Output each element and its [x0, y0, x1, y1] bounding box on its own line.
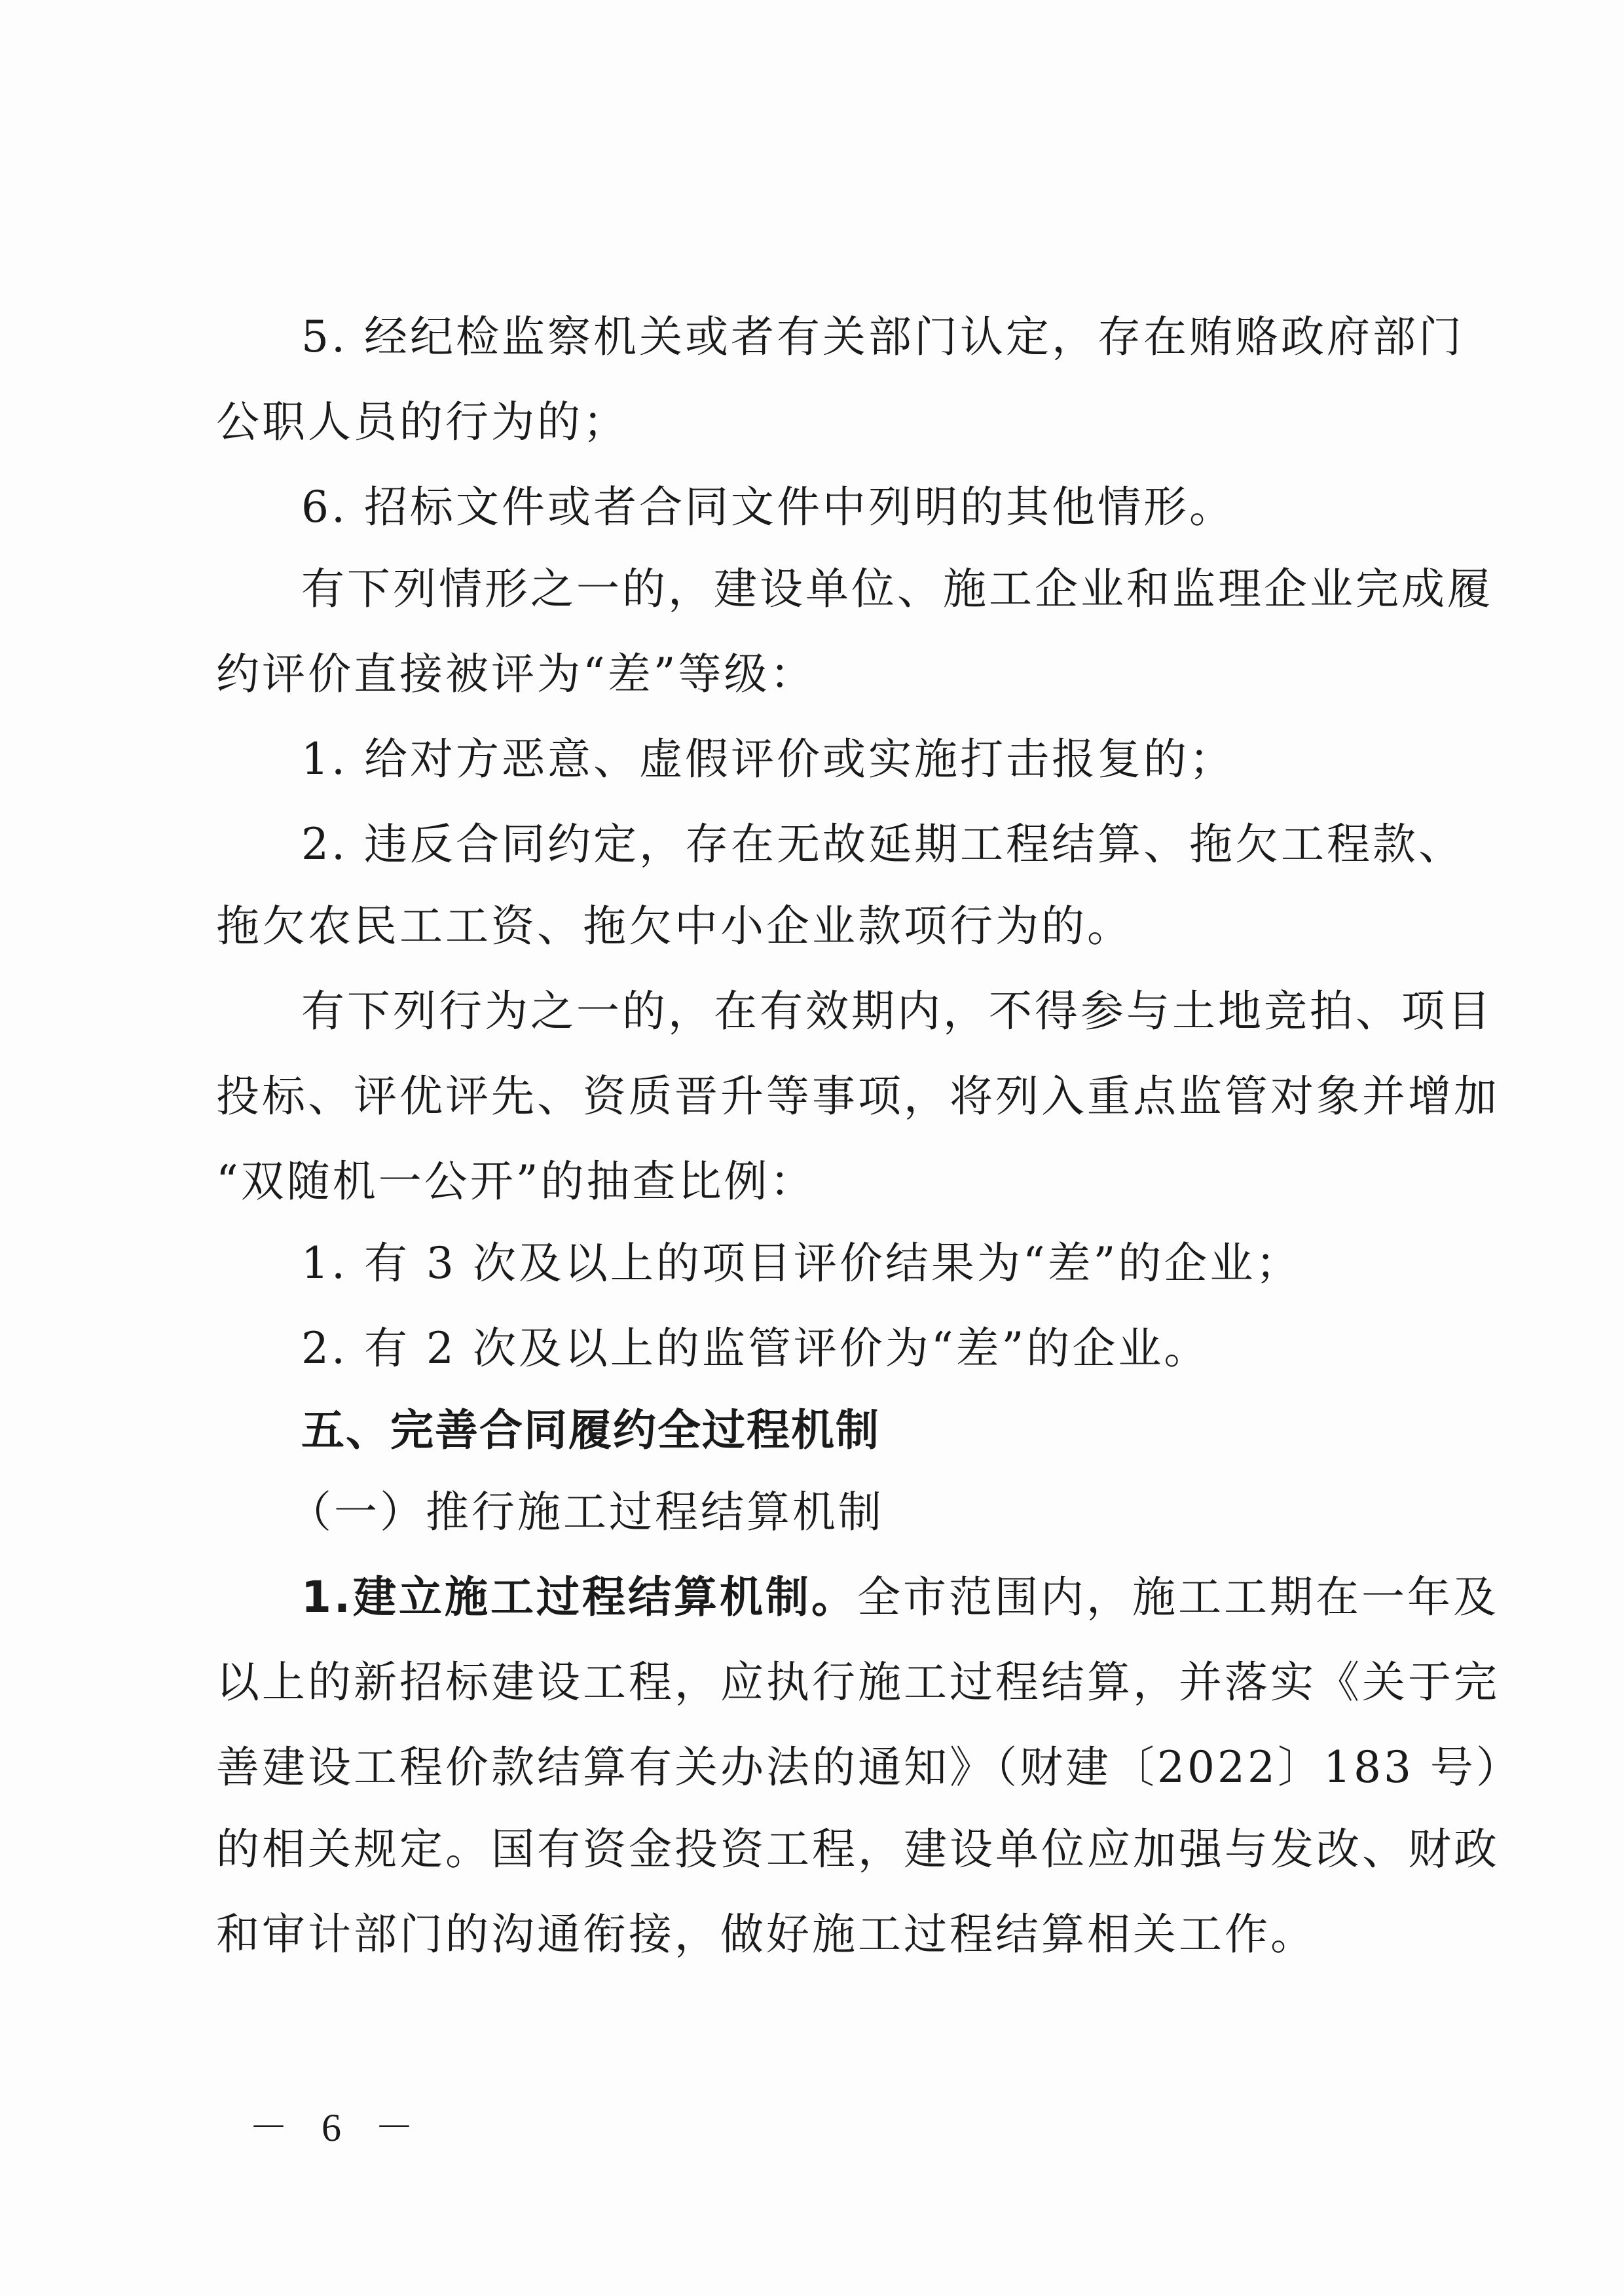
paragraph-2-line-2: 投标、评优评先、资质晋升等事项，将列入重点监管对象并增加 [216, 1071, 1500, 1121]
list-a-item-2-line-1: 2. 违反合同约定，存在无故延期工程结算、拖欠工程款、 [301, 819, 1464, 869]
list-b-item-2: 2. 有 2 次及以上的监管评价为“差”的企业。 [301, 1323, 1210, 1374]
paragraph-2-line-1: 有下列行为之一的，在有效期内，不得参与土地竞拍、项目 [301, 986, 1493, 1036]
item-5-line-2: 公职人员的行为的； [216, 397, 629, 447]
paragraph-1-line-2: 约评价直接被评为“差”等级： [216, 649, 816, 699]
item-6: 6. 招标文件或者合同文件中列明的其他情形。 [301, 482, 1235, 532]
paragraph-3-lead: 1.建立施工过程结算机制。 [301, 1572, 857, 1622]
paragraph-3-line-1 [301, 1568, 1499, 1627]
list-a-item-1: 1. 给对方恶意、虚假评价或实施打击报复的； [301, 734, 1235, 784]
paragraph-3-line-4: 的相关规定。国有资金投资工程，建设单位应加强与发改、财政 [216, 1824, 1500, 1874]
page-number: － 6 － [249, 2106, 426, 2149]
paragraph-2-line-3: “双随机一公开”的抽查比例： [216, 1156, 816, 1207]
item-5-line-1: 5. 经纪检监察机关或者有关部门认定，存在贿赂政府部门 [301, 312, 1464, 362]
subsection-heading: （一）推行施工过程结算机制 [288, 1487, 884, 1537]
paragraph-1-line-1: 有下列情形之一的，建设单位、施工企业和监理企业完成履 [301, 564, 1493, 614]
list-b-item-1: 1. 有 3 次及以上的项目评价结果为“差”的企业； [301, 1238, 1302, 1288]
section-heading: 五、完善合同履约全过程机制 [301, 1405, 880, 1455]
paragraph-3-line-3: 善建设工程价款结算有关办法的通知》（财建〔2022〕183 号） [216, 1742, 1522, 1793]
paragraph-3-line-2: 以上的新招标建设工程，应执行施工过程结算，并落实《关于完 [216, 1657, 1500, 1707]
list-a-item-2-line-2: 拖欠农民工工资、拖欠中小企业款项行为的。 [216, 901, 1133, 951]
paragraph-3-line-5: 和审计部门的沟通衔接，做好施工过程结算相关工作。 [216, 1909, 1316, 1959]
paragraph-3-lead-rest: 全市范围内，施工工期在一年及 [857, 1572, 1499, 1622]
